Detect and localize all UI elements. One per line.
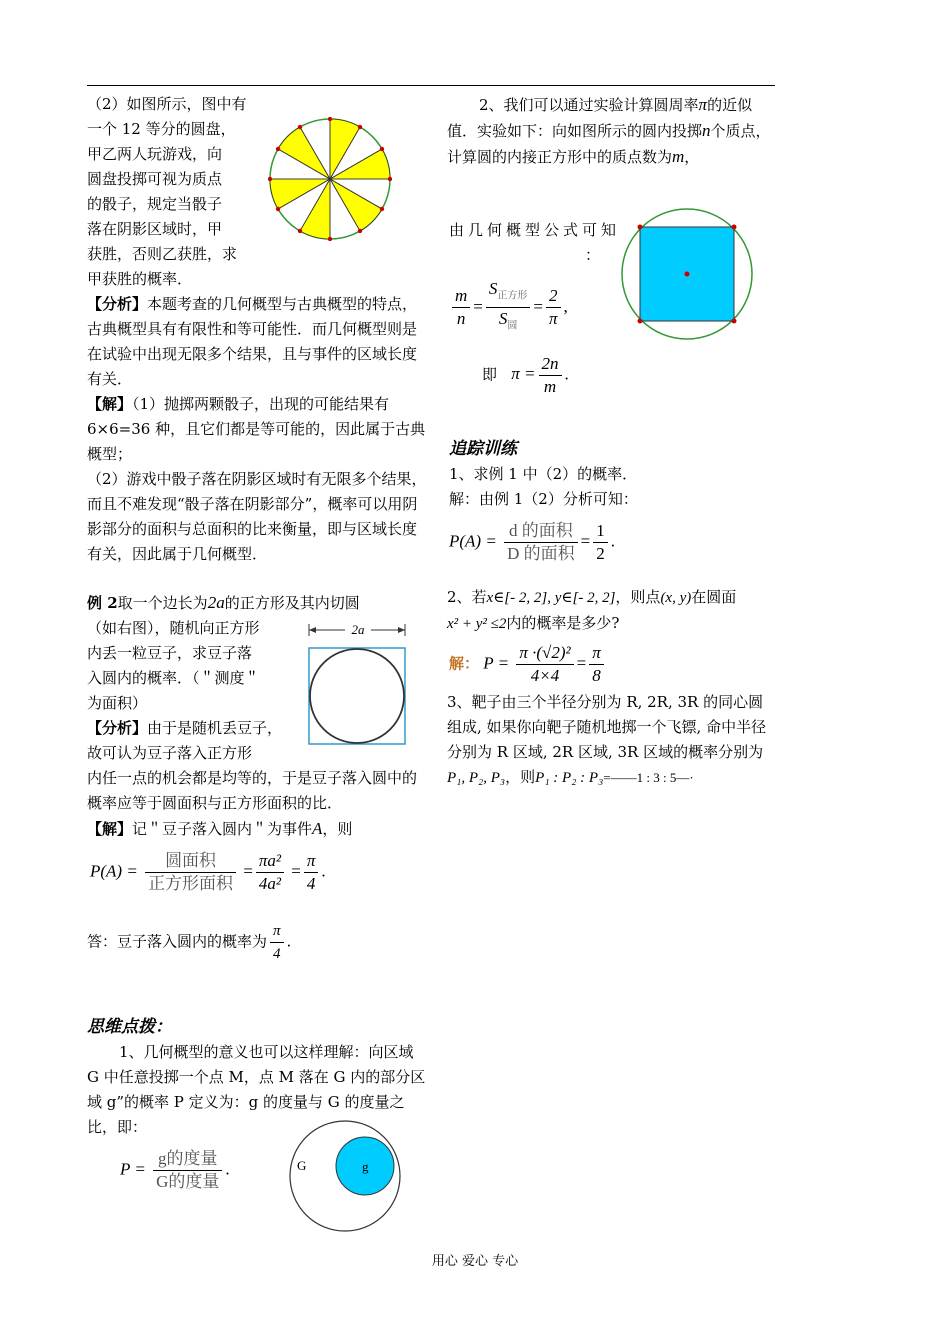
example2: 例 2取一个边长为2a的正方形及其内切圆 （如右图），随机向正方形 内丢一粒豆子，求豆子落 入圆内的概率．（＂测度＂ 为面积） 【分析】由于是随机丢豆子， 故可认为豆子落入正方形 内任一点的机会都是均等的，于是豆子落入圆中的概率应等于圆面积与正方形面积的比． 【解】记＂豆子落入圆内＂为事件A，则 [87,593,418,838]
tracking-item2: 2、若x∈[- 2, 2], y∈[- 2, 2]，则点(x, y)在圆面 x² + y² ≤2内的概率是多少? [447,588,737,632]
solution-paragraph-2: （2）游戏中骰子落在阴影区域时有无限多个结果，而且不难发现“骰子落在阴影部分”，概率可以用阴影部分的面积与总面积的比来衡量，即与区域长度有关，因此属于几何概型． [87,470,427,563]
formula-colon: ： [585,246,601,264]
label-G: G [297,1158,307,1173]
q2-line: 圆盘投掷可视为质点 [87,170,223,188]
formula-intro: 由几何概型公式可知 [449,221,621,239]
q2-line: 获胜，否则乙获胜，求 [87,245,238,263]
square-inscribed-circle [305,618,415,748]
analysis-paragraph: 【分析】本题考查的几何概型与古典概型的特点，古典概型具有有限性和等可能性．而几何概型则是在试验中出现无限多个结果，且与事件的区域长度有关． [87,295,418,388]
solution-paragraph: 【解】（1）抛掷两颗骰子，出现的可能结果有6×6=36 种，且它们都是等可能的，因此属于古典概型； [87,395,426,463]
square-side-label: 2a [351,622,365,637]
q2-line: 甲乙两人玩游戏，向 [87,145,223,163]
twelve-sector-disk [268,117,392,241]
q2-line: 甲获胜的概率． [87,270,193,288]
tracking-item1-solution: 解：由例 1（2）分析可知： [449,490,638,508]
tracking-item3: 3、靶子由三个半径分别为 R, 2R, 3R 的同心圆组成, 如果你向靶子随机地掷一个飞镖, 命中半径分别为 R 区域, 2R 区域, 3R 区域的概率分别为P₁, P₂, P₃，则P₁ : P₂ : P₃=——1 : 3 : 5—· [447,693,767,786]
region-g-in-G [285,1120,405,1232]
q2-line: 的骰子，规定当骰子 [87,195,223,213]
formula-thinking: P = $\frac{\text{g的度量}}{\text{G的度量}}$ . [120,1149,230,1191]
label-g: g [362,1159,369,1174]
tracking-item1: 1、求例 1 中（2）的概率． [449,465,638,483]
circle-inscribed-square [620,207,754,341]
tracking-title: 追踪训练 [449,439,517,459]
answer-line: 答：豆子落入圆内的概率为 $\frac{\pi}{4}$ . [87,920,291,965]
q2-line: 一个 12 等分的圆盘， [87,120,236,138]
formula-mn: $\frac{m}{n}$ = $\frac{S_{正方形}}{S_圆}$ = $\frac{2}{\pi}$ , [449,278,568,338]
formula-tracking1: P(A) = $\frac{\text{d 的面积}}{\text{D 的面积}}$ = $\frac{1}{2}$ . [449,521,615,563]
formula-tracking2: 解： P = $\frac{\text{π ·(√2)²}}{4\times 4}$ = $\frac{\pi}{8}$ [449,642,607,687]
footer: 用心 爱心 专心 [431,1254,519,1269]
q2-line: 落在阴影区域时，甲 [87,220,223,238]
q2-line: （2）如图所示，图中有 [87,95,247,113]
top-rule [87,85,775,86]
formula-example2: P(A) = $\frac{\text{圆面积}}{\text{正方形面积}}$ = $\frac{\text{πa²}}{\text{4a²}}$ = $\frac{\pi}{4}$ . [90,851,326,893]
pi-experiment: 2、我们可以通过实验计算圆周率π的近似值．实验如下：向如图所示的圆内投掷n个质点，计算圆的内接正方形中的质点数为m， [447,95,771,166]
thinking-title: 思维点拨： [87,1017,172,1037]
thinking-paragraph: 1、几何概型的意义也可以这样理解：向区域 G 中任意投掷一个点 M，点 M 落在 G 内的部分区域 g”的概率 P 定义为：g 的度量与 G 的度量之比，即： [87,1043,426,1136]
formula-pi: 即 π = $\frac{2n}{m}$ . [482,354,569,396]
